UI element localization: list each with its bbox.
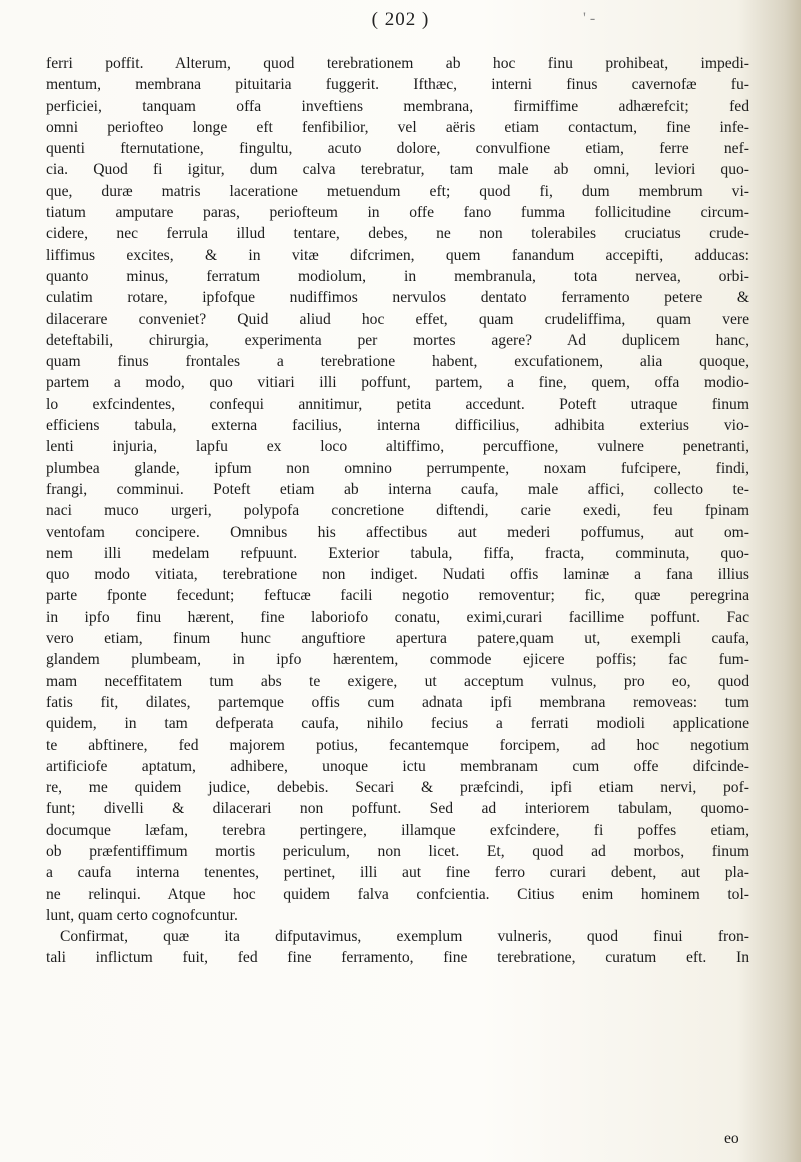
text-line: dilacerare conveniet? Quid aliud hoc effet, quam crudeliffima, quam vere xyxy=(46,310,749,328)
text-line: frangi, comminui. Poteft etiam ab interna caufa, male affici, collecto te- xyxy=(46,480,749,498)
text-line: artificiofe aptatum, adhibere, unoque ictu membranam cum offe difcinde- xyxy=(46,757,749,775)
text-line: ferri poffit. Alterum, quod terebrationem ab hoc finu prohibeat, impedi- xyxy=(46,55,749,72)
text-line: lo exfcindentes, confequi annitimur, petita accedunt. Poteft utraque finum xyxy=(46,395,749,413)
stray-mark: ' - xyxy=(583,10,596,27)
text-line: parte fponte fecedunt; feftucæ facili negotio removentur; fic, quæ peregrina xyxy=(46,587,749,605)
text-line: culatim rotare, ipfofque nudiffimos nervulos dentato ferramento petere & xyxy=(46,289,749,307)
text-line: quanto minus, ferratum modiolum, in membranula, tota nervea, orbi- xyxy=(46,267,749,285)
text-line: plumbea glande, ipfum non omnino perrumpente, noxam fufcipere, findi, xyxy=(46,459,749,477)
text-line: mam neceffitatem tum abs te exigere, ut acceptum vulnus, pro eo, quod xyxy=(46,672,749,690)
text-line: omni periofteo longe eft fenfibilior, vel aëris etiam contactum, fine infe- xyxy=(46,118,749,136)
page-number: ( 202 ) xyxy=(371,9,430,30)
text-line: naci muco urgeri, polypofa concretione diftendi, carie exedi, feu fpinam xyxy=(46,502,749,520)
body-text xyxy=(46,53,749,969)
text-line: mentum, membrana pituitaria fuggerit. Ifthæc, interni finus cavernofæ fu- xyxy=(46,76,749,94)
text-line: documque læfam, terebra pertingere, illamque exfcindere, fi poffes etiam, xyxy=(46,821,749,839)
text-line: a caufa interna tenentes, pertinet, illi aut fine ferro curari debent, aut pla- xyxy=(46,864,749,882)
text-line: tali inflictum fuit, fed fine ferramento, fine terebratione, curatum eft. In xyxy=(46,949,749,967)
catchword: eo xyxy=(724,1130,739,1147)
text-line: que, duræ matris laceratione metuendum eft; quod fi, dum membrum vi- xyxy=(46,182,749,200)
text-line: funt; divelli & dilacerari non poffunt. Sed ad interiorem tabulam, quomo- xyxy=(46,800,749,818)
text-line: tiatum amputare paras, periofteum in offe fano fumma follicitudine circum- xyxy=(46,204,749,222)
text-line: te abftinere, fed majorem potius, fecantemque forcipem, ad hoc negotium xyxy=(46,736,749,754)
text-line: partem a modo, quo vitiari illi poffunt, partem, a fine, quem, offa modio- xyxy=(46,374,749,392)
text-line: deteftabili, chirurgia, experimenta per mortes agere? Ad duplicem hanc, xyxy=(46,331,749,349)
text-line: nem illi medelam refpuunt. Exterior tabula, fiffa, fracta, comminuta, quo- xyxy=(46,544,749,562)
text-line: liffimus excites, & in vitæ difcrimen, quem fanandum accepifti, adducas: xyxy=(46,246,749,264)
text-line: ob præfentiffimum mortis periculum, non licet. Et, quod ad morbos, finum xyxy=(46,842,749,860)
text-line: efficiens tabula, externa facilius, interna difficilius, adhibita exterius vio- xyxy=(46,417,749,435)
text-line: perficiei, tanquam offa inveftiens membrana, firmiffime adhærefcit; fed xyxy=(46,97,749,115)
text-line: cia. Quod fi igitur, dum calva terebratur, tam male ab omni, leviori quo- xyxy=(46,161,749,179)
text-line: quam finus frontales a terebratione habent, excufationem, alia quoque, xyxy=(46,353,749,371)
text-line: vero etiam, finum hunc anguftiore apertura patere,quam ut, exempli caufa, xyxy=(46,630,749,648)
text-line: Confirmat, quæ ita difputavimus, exemplum vulneris, quod finui fron- xyxy=(60,928,749,946)
text-line: quenti fternutatione, fingultu, acuto dolore, convulfione etiam, ferre nef- xyxy=(46,140,749,158)
text-line: quo modo vitiata, terebratione non indiget. Nudati offis laminæ a fana illius xyxy=(46,566,749,584)
text-line: in ipfo finu hærent, fine laboriofo conatu, eximi,curari facillime poffunt. Fac xyxy=(46,608,749,626)
text-line: lunt, quam certo cognofcuntur. xyxy=(46,906,238,924)
text-line: quidem, in tam defperata caufa, nihilo fecius a ferrati modioli applicatione xyxy=(46,715,749,733)
text-line: lenti injuria, lapfu ex loco altiffimo, percuffione, vulnere penetranti, xyxy=(46,438,749,456)
text-line: ventofam concipere. Omnibus his affectibus aut mederi poffumus, aut om- xyxy=(46,523,749,541)
text-line: ne relinqui. Atque hoc quidem falva confcientia. Citius enim hominem tol- xyxy=(46,885,749,903)
text-line: cidere, nec ferrula illud tentare, debes, ne non tolerabiles cruciatus crude- xyxy=(46,225,749,243)
text-line: re, me quidem judice, debebis. Secari & præfcindi, ipfi etiam nervi, pof- xyxy=(46,779,749,797)
text-line: fatis fit, dilates, partemque offis cum adnata ipfi membrana removeas: tum xyxy=(46,693,749,711)
text-line: glandem plumbeam, in ipfo hærentem, commode ejicere poffis; fac fum- xyxy=(46,651,749,669)
